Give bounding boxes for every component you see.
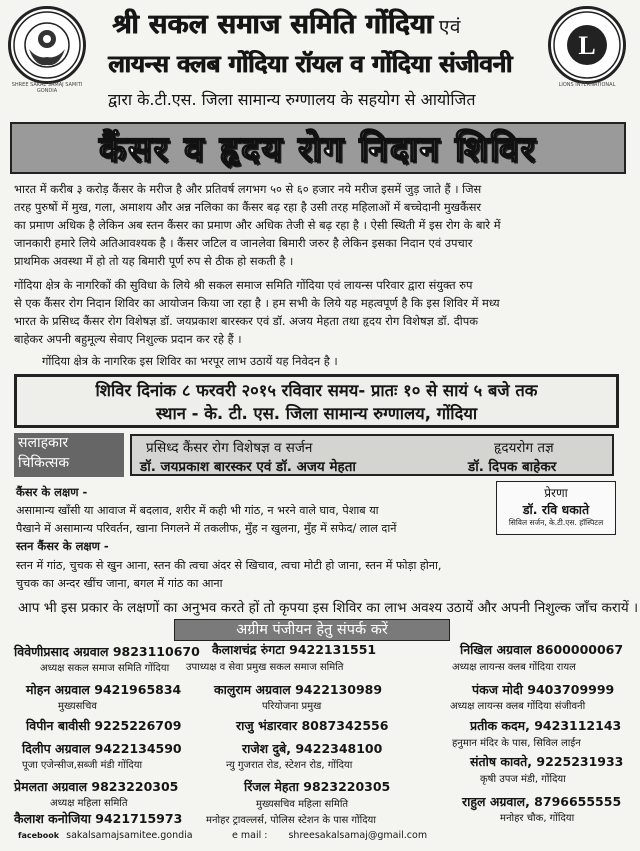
inspiration-designation: सिविल सर्जन, के.टी.एस. हॉस्पिटल <box>508 518 604 527</box>
contact-name: प्रेमलता अग्रवाल 9823220305 <box>14 779 179 794</box>
email-info <box>232 830 427 841</box>
cancer-symptoms-heading: कैंसर के लक्षण - <box>16 485 88 499</box>
title-conjunction: एवं <box>438 16 461 38</box>
samiti-emblem-icon <box>11 9 83 81</box>
contact-name: विवेणीप्रसाद अग्रवाल 9823110670 <box>14 644 200 659</box>
contact-desc: मनोहर ट्रावल्लर्स, पोलिस स्टेशन के पास गोंदिया <box>206 815 376 826</box>
advisor-box <box>130 434 614 476</box>
cancer-specialist-role: प्रसिध्द कैंसर रोग विशेषज्ञ व सर्जन <box>146 440 313 456</box>
advisor-label-line1: सलाहकार <box>18 435 69 451</box>
registration-banner: अग्रीम पंजीयन हेतु संपर्क करें <box>174 619 450 641</box>
cancer-symptom-line: असामान्य खाँसी या आवाज में बदलाव, शरीर में कही भी गांठ, न भरने वाले घाव, पेशाब या <box>16 504 379 517</box>
intro-paragraph-1 <box>14 180 622 270</box>
inspiration-box <box>496 481 616 535</box>
facebook-info <box>18 830 193 841</box>
advisor-label-line2: चिकित्सक <box>18 455 70 471</box>
heart-doctor: डॉ. दिपक बाहेकर <box>468 459 557 475</box>
email-label: e mail : <box>232 830 268 841</box>
contact-name: विपीन बावीसी 9225226709 <box>26 718 182 733</box>
contact-desc: उपाध्यक्ष व सेवा प्रमुख सकल समाज समिति <box>186 662 344 673</box>
cancer-symptom-line: पैखाने में असामान्य परिवर्तन, खाना निगलने में तकलीफ, मुँह न खुलना, मुँह में सफेद/ लाल दानें <box>16 522 397 535</box>
contact-desc: मुख्यसचिव <box>58 701 97 712</box>
advisor-label <box>14 433 124 477</box>
text-line: प्राथमिक अवस्था में हो तो यह बिमारी पूर्ण रुप से ठीक हो सकती है । <box>14 254 294 268</box>
contact-desc: अध्यक्ष लायन्स क्लब गोंदिया रायल <box>452 662 576 673</box>
camp-title: कैंसर व हृदय रोग निदान शिविर <box>99 129 537 170</box>
samiti-logo <box>8 6 86 84</box>
text-line: बाहेकर अपनी बहुमूल्य सेवाए निशुल्क प्रदान कर रहे हैं । <box>14 332 242 346</box>
contact-name: दिलीप अग्रवाल 9422134590 <box>22 741 182 756</box>
text-line: तरह पुरुषों में मुख, गला, अमाशय और अन्न नलिका का कैंसर बढ़ रहा है उसी तरह महिलाओं में बच्चेदानी मुखकैंसर <box>14 200 482 214</box>
contact-name: राजु भंडारवार 8087342556 <box>236 718 389 733</box>
event-venue: स्थान - के. टी. एस. जिला सामान्य रुग्णालय, गोंदिया <box>155 404 478 423</box>
contact-desc: न्यु गुजरात रोड, स्टेशन रोड, गोंदिया <box>226 760 353 771</box>
title-line2: लायन्स क्लब गोंदिया रॉयल व गोंदिया संजीवनी <box>108 50 512 78</box>
inspiration-label: प्रेरणा <box>544 486 568 500</box>
contact-name: पंकज मोदी 9403709999 <box>472 682 615 697</box>
contact-desc: अध्यक्ष सकल समाज समिति गोंदिया <box>40 663 170 674</box>
text-line: जानकारी हमारे लिये अतिआवश्यक है । कैंसर जटिल व जानलेवा बिमारी जरुर है लेकिन इसका निदान एवं उपचार <box>14 236 473 250</box>
event-details-box <box>14 374 619 428</box>
event-date-time: शिविर दिनांक ८ फरवरी २०१५ रविवार समय- प्रातः १० से सायं ५ बजे तक <box>95 381 538 400</box>
cancer-doctors: डॉ. जयप्रकाश बारस्कर एवं डॉ. अजय मेहता <box>140 459 356 475</box>
email-address: shreesakalsamaj@gmail.com <box>288 830 428 841</box>
samiti-name: श्री सकल समाज समिति गोंदिया <box>112 9 433 40</box>
contact-desc: अध्यक्ष महिला समिति <box>50 798 128 809</box>
facebook-page: sakalsamajsamitee.gondia <box>66 830 193 841</box>
text-line: भारत के प्रसिध्द कैंसर रोग विशेषज्ञ डॉ. जयप्रकाश बारस्कर एवं डॉ. अजय मेहता तथा हृदय रोग विशेषज्ञ डॉ. दीपक <box>14 314 478 328</box>
contact-desc: पूजा एजेन्सीज,सब्जी मंडी गोंदिया <box>22 760 143 771</box>
contact-name: कैलाशचंद्र रुंगटा 9422131551 <box>212 642 377 657</box>
contact-name: राहुल अग्रवाल, 8796655555 <box>462 794 622 809</box>
contact-desc: मुख्यसचिव महिला समिति <box>256 799 349 810</box>
intro-paragraph-2 <box>14 276 622 348</box>
text-line: का प्रमाण अधिक है लेकिन अब स्तन कैंसर का प्रमाण और अधिक तेजी से बढ़ रहा है । ऐसी स्थिती में इस रोग के बारे में <box>14 218 501 232</box>
contact-desc: परियोजना प्रमुख <box>262 701 322 712</box>
breast-symptom-line: स्तन में गांठ, चुचक से खुन आना, स्तन की त्वचा अंदर से खिचाव, त्वचा मोटी हो जाना, स्तन में फोड़ा होना, <box>16 559 442 572</box>
title-line1 <box>112 4 461 41</box>
contact-desc: अध्यक्ष लायन्स क्लब गोंदिया संजीवनी <box>450 701 586 712</box>
contact-name: निखिल अग्रवाल 8600000067 <box>460 642 624 657</box>
lions-logo-text: LIONS INTERNATIONAL <box>558 82 616 88</box>
camp-banner <box>10 122 626 174</box>
contact-name: कैलाश कनोजिया 9421715973 <box>14 811 183 826</box>
text-line: से एक कैंसर रोग निदान शिविर का आयोजन किया जा रहा है । हम सभी के लिये यह महत्वपूर्ण है कि इस शिविर में मध्य <box>14 296 500 310</box>
lions-logo <box>548 6 626 84</box>
text-line: भारत में करीब ३ करोड़ कैंसर के मरीज है और प्रतिवर्ष लगभग ५० से ६० हजार नये मरीज इसमें जुड़ जाते हैं । जिस <box>14 182 482 196</box>
samiti-logo-text: SHREE SAKAL SAMAJ SAMITI GONDIA <box>11 82 83 94</box>
text-line: गोंदिया क्षेत्र के नागरिकों की सुविधा के लिये श्री सकल समाज समिति गोंदिया एवं लायन्स परिवार द्वारा संयुक्त रुप <box>14 278 473 292</box>
contact-desc: हनुमान मंदिर के पास, सिविल लाईन <box>452 738 581 749</box>
contact-name: रिंजल मेहता 9823220305 <box>244 779 391 794</box>
contact-desc: कृषी उपज मंडी, गोंदिया <box>480 774 566 785</box>
breast-cancer-symptoms-heading: स्तन कैंसर के लक्षण - <box>16 539 109 553</box>
intro-paragraph-3: गोंदिया क्षेत्र के नागरिक इस शिविर का भरपूर लाभ उठायें यह निवेदन है । <box>42 354 338 368</box>
appeal-text: आप भी इस प्रकार के लक्षणों का अनुभव करते हों तो कृपया इस शिविर का लाभ अवश्य उठायें और अपनी निशुल्क जाँच करायें । <box>18 600 639 616</box>
title-line3: द्वारा के.टी.एस. जिला सामान्य रुग्णालय के सहयोग से आयोजित <box>108 90 476 109</box>
breast-symptom-line: चुचक का अन्दर खींच जाना, बगल में गांठ का आना <box>16 577 223 590</box>
heart-specialist-role: हृदयरोग तज्ञ <box>494 440 554 456</box>
facebook-label: facebook <box>18 831 60 840</box>
lions-emblem-icon <box>551 9 623 81</box>
contact-name: मोहन अग्रवाल 9421965834 <box>26 682 182 697</box>
contact-desc: मनोहर चौक, गोंदिया <box>500 813 575 824</box>
contact-name: कालुराम अग्रवाल 9422130989 <box>214 682 383 697</box>
contact-name: प्रतीक कदम, 9423112143 <box>470 718 622 733</box>
svg-text:L: L <box>578 31 596 60</box>
inspiration-name: डॉ. रवि धकाते <box>522 502 590 517</box>
contact-name: राजेश दुबे, 9422348100 <box>242 741 383 756</box>
contact-name: संतोष कावते, 9225231933 <box>470 754 624 769</box>
